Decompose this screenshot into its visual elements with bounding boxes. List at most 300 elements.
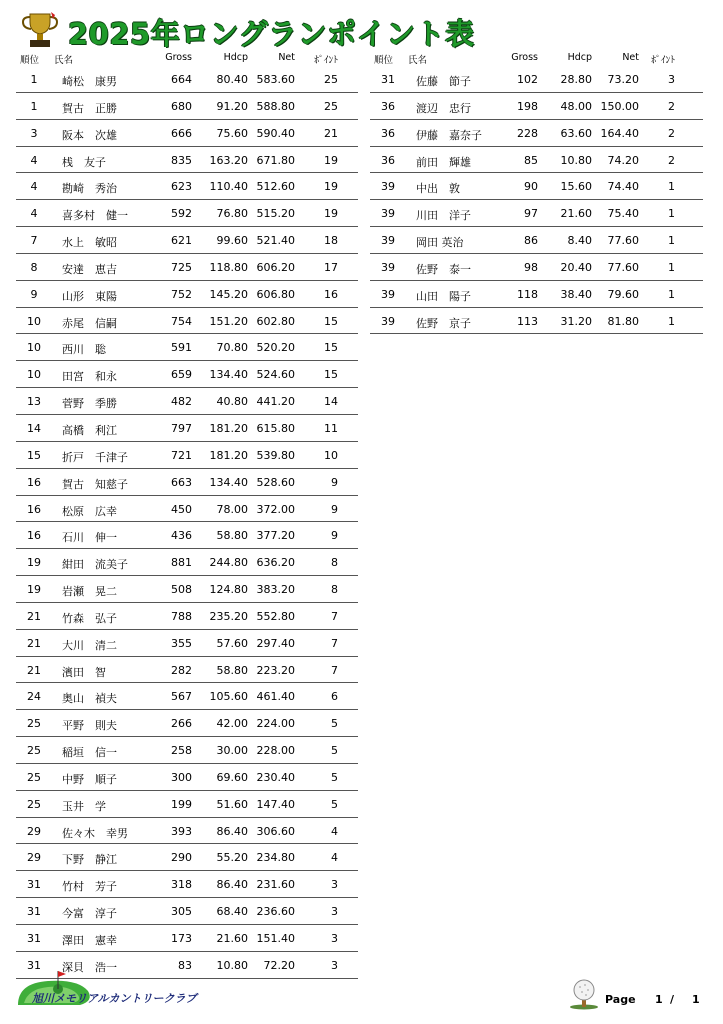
- cell-name: 濱田 智: [62, 665, 106, 679]
- cell-gross: 567: [171, 690, 192, 704]
- table-row: [16, 254, 358, 281]
- cell-gross: 118: [517, 287, 538, 301]
- cell-gross: 680: [171, 99, 192, 113]
- cell-gross: 113: [517, 314, 538, 328]
- cell-rank: 31: [381, 73, 395, 86]
- header-name: 氏名: [54, 55, 74, 66]
- cell-net: 583.60: [256, 73, 295, 86]
- cell-points: 14: [324, 395, 338, 409]
- cell-points: 25: [324, 73, 338, 86]
- cell-rank: 1: [30, 99, 38, 113]
- table-row: [16, 388, 358, 415]
- cell-rank: 39: [381, 260, 395, 274]
- cell-gross: 621: [171, 234, 192, 248]
- cell-name: 中野 順子: [62, 772, 117, 786]
- cell-rank: 31: [27, 878, 41, 892]
- ranking-table-right: [370, 50, 703, 334]
- cell-points: 4: [331, 851, 338, 865]
- cell-gross: 86: [524, 234, 538, 248]
- cell-rank: 13: [27, 395, 41, 409]
- cell-gross: 725: [171, 260, 192, 274]
- cell-rank: 24: [27, 690, 41, 704]
- table-row: [16, 657, 358, 684]
- cell-net: 615.80: [256, 421, 295, 435]
- header-name: 氏名: [408, 55, 428, 66]
- cell-net: 74.40: [607, 180, 639, 194]
- cell-net: 150.00: [600, 99, 639, 113]
- table-row: [16, 764, 358, 791]
- cell-gross: 592: [171, 207, 192, 221]
- table-row: [16, 549, 358, 576]
- cell-points: 7: [331, 663, 338, 677]
- table-row: [370, 308, 703, 335]
- cell-points: 3: [668, 73, 675, 86]
- cell-gross: 305: [171, 905, 192, 919]
- cell-points: 3: [331, 932, 338, 945]
- cell-rank: 39: [381, 180, 395, 194]
- cell-points: 1: [668, 260, 675, 274]
- header-rank: 順位: [20, 55, 40, 66]
- cell-rank: 4: [30, 207, 38, 221]
- cell-name: 安達 恵吉: [62, 262, 117, 276]
- cell-gross: 508: [171, 583, 192, 597]
- cell-name: 賀古 知慈子: [62, 477, 128, 491]
- cell-name: 澤田 憲幸: [62, 934, 117, 947]
- cell-name: 佐藤 節子: [416, 75, 471, 88]
- cell-points: 9: [331, 529, 338, 543]
- cell-net: 606.80: [256, 287, 295, 301]
- cell-points: 5: [331, 717, 338, 731]
- cell-hdcp: 181.20: [209, 448, 248, 462]
- header-gross: Gross: [165, 52, 192, 63]
- cell-name: 山形 東陽: [62, 289, 117, 303]
- table-row: [16, 147, 358, 174]
- cell-rank: 39: [381, 207, 395, 221]
- cell-net: 521.40: [256, 234, 295, 248]
- cell-rank: 31: [27, 932, 41, 945]
- cell-name: 阪本 次雄: [62, 128, 117, 142]
- cell-hdcp: 105.60: [209, 690, 248, 704]
- cell-net: 528.60: [256, 475, 295, 489]
- cell-name: 平野 則夫: [62, 719, 117, 733]
- table-row: [370, 93, 703, 120]
- cell-name: 紺田 流美子: [62, 558, 128, 572]
- cell-name: 玉井 学: [62, 799, 106, 813]
- cell-hdcp: 99.60: [216, 234, 248, 248]
- cell-points: 19: [324, 207, 338, 221]
- cell-gross: 266: [171, 717, 192, 731]
- cell-rank: 36: [381, 153, 395, 167]
- cell-points: 1: [668, 314, 675, 328]
- cell-rank: 39: [381, 314, 395, 328]
- table-row: [370, 173, 703, 200]
- cell-hdcp: 21.60: [216, 932, 248, 945]
- cell-gross: 97: [524, 207, 538, 221]
- cell-points: 19: [324, 180, 338, 194]
- page-title: 2025年ロングランポイント表: [68, 17, 475, 51]
- cell-hdcp: 38.40: [560, 287, 592, 301]
- cell-gross: 83: [178, 958, 192, 972]
- cell-name: 西川 聡: [62, 343, 106, 357]
- cell-name: 前田 輝雄: [416, 155, 471, 169]
- table-row: [16, 93, 358, 120]
- cell-net: 441.20: [256, 395, 295, 409]
- table-row: [16, 66, 358, 93]
- header-net: Net: [622, 52, 639, 63]
- cell-points: 1: [668, 287, 675, 301]
- cell-name: 田宮 和永: [62, 370, 117, 384]
- cell-gross: 450: [171, 502, 192, 516]
- cell-hdcp: 68.40: [216, 905, 248, 919]
- table-row: [16, 683, 358, 710]
- cell-net: 372.00: [256, 502, 295, 516]
- table-row: [16, 737, 358, 764]
- table-body: [370, 66, 703, 334]
- cell-net: 228.00: [256, 744, 295, 758]
- cell-gross: 752: [171, 287, 192, 301]
- cell-net: 79.60: [607, 287, 639, 301]
- cell-name: 賀古 正勝: [62, 101, 117, 115]
- cell-points: 5: [331, 797, 338, 811]
- cell-points: 2: [668, 153, 675, 167]
- cell-gross: 228: [517, 126, 538, 140]
- cell-hdcp: 134.40: [209, 368, 248, 382]
- table-row: [370, 66, 703, 93]
- table-row: [16, 522, 358, 549]
- cell-name: 竹村 芳子: [62, 880, 117, 894]
- cell-hdcp: 58.80: [216, 663, 248, 677]
- table-row: [16, 415, 358, 442]
- cell-name: 高橋 利江: [62, 423, 117, 437]
- cell-points: 3: [331, 958, 338, 972]
- page-total: 1: [692, 993, 700, 1006]
- cell-net: 73.20: [607, 73, 639, 86]
- cell-rank: 7: [30, 234, 38, 248]
- header-hdcp: Hdcp: [223, 52, 248, 63]
- cell-net: 223.20: [256, 663, 295, 677]
- cell-gross: 355: [171, 636, 192, 650]
- cell-gross: 835: [171, 153, 192, 167]
- cell-hdcp: 31.20: [560, 314, 592, 328]
- cell-points: 3: [331, 878, 338, 892]
- cell-rank: 10: [27, 314, 41, 328]
- cell-net: 602.80: [256, 314, 295, 328]
- cell-points: 15: [324, 314, 338, 328]
- cell-net: 164.40: [600, 126, 639, 140]
- cell-rank: 16: [27, 475, 41, 489]
- cell-gross: 290: [171, 851, 192, 865]
- table-row: [16, 308, 358, 335]
- cell-net: 75.40: [607, 207, 639, 221]
- club-name: 旭川メモリアルカントリークラブ: [32, 992, 197, 1005]
- cell-name: 菅野 季勝: [62, 397, 117, 411]
- cell-rank: 36: [381, 126, 395, 140]
- cell-hdcp: 181.20: [209, 421, 248, 435]
- cell-gross: 623: [171, 180, 192, 194]
- cell-name: 岡田 英治: [416, 236, 464, 250]
- cell-hdcp: 10.80: [560, 153, 592, 167]
- table-header: [370, 50, 703, 66]
- cell-hdcp: 30.00: [216, 744, 248, 758]
- cell-name: 赤尾 信嗣: [62, 316, 117, 330]
- cell-hdcp: 21.60: [560, 207, 592, 221]
- cell-net: 590.40: [256, 126, 295, 140]
- cell-hdcp: 145.20: [209, 287, 248, 301]
- cell-net: 539.80: [256, 448, 295, 462]
- cell-gross: 199: [171, 797, 192, 811]
- cell-hdcp: 58.80: [216, 529, 248, 543]
- cell-hdcp: 86.40: [216, 878, 248, 892]
- table-row: [16, 576, 358, 603]
- cell-points: 2: [668, 126, 675, 140]
- cell-gross: 482: [171, 395, 192, 409]
- cell-net: 72.20: [263, 958, 295, 972]
- table-row: [16, 630, 358, 657]
- cell-gross: 788: [171, 609, 192, 623]
- cell-name: 渡辺 忠行: [416, 101, 471, 115]
- cell-net: 77.60: [607, 260, 639, 274]
- cell-name: 稲垣 信一: [62, 746, 117, 760]
- header-rank: 順位: [374, 55, 394, 66]
- cell-rank: 1: [30, 73, 38, 86]
- cell-rank: 3: [30, 126, 38, 140]
- cell-name: 水上 敏昭: [62, 236, 117, 250]
- cell-rank: 25: [27, 770, 41, 784]
- cell-net: 306.60: [256, 824, 295, 838]
- cell-name: 奥山 禎夫: [62, 692, 117, 706]
- cell-name: 佐々木 幸男: [62, 826, 128, 840]
- cell-hdcp: 63.60: [560, 126, 592, 140]
- table-row: [16, 898, 358, 925]
- table-row: [16, 173, 358, 200]
- cell-hdcp: 20.40: [560, 260, 592, 274]
- cell-name: 崎松 康男: [62, 75, 117, 88]
- cell-points: 15: [324, 368, 338, 382]
- cell-gross: 754: [171, 314, 192, 328]
- header-hdcp: Hdcp: [567, 52, 592, 63]
- cell-gross: 318: [171, 878, 192, 892]
- cell-rank: 39: [381, 287, 395, 301]
- cell-hdcp: 91.20: [216, 99, 248, 113]
- cell-points: 9: [331, 475, 338, 489]
- cell-hdcp: 78.00: [216, 502, 248, 516]
- table-row: [16, 469, 358, 496]
- cell-rank: 21: [27, 663, 41, 677]
- cell-hdcp: 118.80: [209, 260, 248, 274]
- header-points: ﾎﾟｲﾝﾄ: [651, 55, 675, 66]
- cell-rank: 19: [27, 556, 41, 570]
- table-row: [16, 603, 358, 630]
- page-label: Page: [605, 993, 636, 1006]
- cell-rank: 15: [27, 448, 41, 462]
- cell-rank: 21: [27, 636, 41, 650]
- table-row: [16, 710, 358, 737]
- cell-name: 川田 洋子: [416, 209, 471, 223]
- table-row: [16, 925, 358, 952]
- cell-gross: 173: [171, 932, 192, 945]
- cell-hdcp: 70.80: [216, 341, 248, 355]
- cell-name: 深貝 浩一: [62, 960, 117, 974]
- cell-points: 1: [668, 234, 675, 248]
- cell-rank: 25: [27, 797, 41, 811]
- cell-gross: 659: [171, 368, 192, 382]
- cell-points: 21: [324, 126, 338, 140]
- table-row: [16, 200, 358, 227]
- cell-rank: 19: [27, 583, 41, 597]
- table-row: [370, 120, 703, 147]
- cell-rank: 39: [381, 234, 395, 248]
- cell-rank: 9: [30, 287, 38, 301]
- ranking-table-left: [16, 50, 358, 979]
- cell-gross: 436: [171, 529, 192, 543]
- cell-points: 2: [668, 99, 675, 113]
- cell-points: 17: [324, 260, 338, 274]
- cell-hdcp: 40.80: [216, 395, 248, 409]
- cell-gross: 591: [171, 341, 192, 355]
- cell-net: 74.20: [607, 153, 639, 167]
- header-points: ﾎﾟｲﾝﾄ: [314, 55, 338, 66]
- cell-gross: 797: [171, 421, 192, 435]
- cell-name: 佐野 京子: [416, 316, 471, 330]
- table-row: [16, 334, 358, 361]
- cell-points: 16: [324, 287, 338, 301]
- cell-gross: 198: [517, 99, 538, 113]
- table-header: [16, 50, 358, 66]
- cell-gross: 102: [517, 73, 538, 86]
- cell-name: 中出 敦: [416, 182, 460, 196]
- cell-rank: 10: [27, 341, 41, 355]
- cell-points: 6: [331, 690, 338, 704]
- cell-points: 19: [324, 153, 338, 167]
- cell-points: 5: [331, 744, 338, 758]
- cell-rank: 25: [27, 744, 41, 758]
- cell-rank: 4: [30, 180, 38, 194]
- cell-name: 勘崎 秀治: [62, 182, 117, 196]
- cell-name: 伊藤 嘉奈子: [416, 128, 482, 142]
- table-row: [16, 442, 358, 469]
- cell-net: 520.20: [256, 341, 295, 355]
- table-row: [16, 871, 358, 898]
- cell-points: 4: [331, 824, 338, 838]
- cell-name: 桟 友子: [62, 155, 106, 169]
- cell-net: 377.20: [256, 529, 295, 543]
- cell-rank: 29: [27, 851, 41, 865]
- cell-hdcp: 55.20: [216, 851, 248, 865]
- cell-net: 515.20: [256, 207, 295, 221]
- cell-rank: 4: [30, 153, 38, 167]
- cell-rank: 36: [381, 99, 395, 113]
- table-row: [370, 227, 703, 254]
- cell-points: 15: [324, 341, 338, 355]
- cell-points: 8: [331, 583, 338, 597]
- table-row: [16, 791, 358, 818]
- table-row: [370, 254, 703, 281]
- golf-ball-icon: [566, 978, 602, 1010]
- cell-points: 18: [324, 234, 338, 248]
- cell-rank: 10: [27, 368, 41, 382]
- table-row: [16, 496, 358, 523]
- cell-hdcp: 42.00: [216, 717, 248, 731]
- cell-gross: 666: [171, 126, 192, 140]
- cell-hdcp: 235.20: [209, 609, 248, 623]
- page-separator: /: [670, 993, 675, 1006]
- cell-hdcp: 124.80: [209, 583, 248, 597]
- cell-rank: 25: [27, 717, 41, 731]
- cell-name: 石川 伸一: [62, 531, 117, 545]
- cell-rank: 31: [27, 958, 41, 972]
- table-row: [16, 361, 358, 388]
- cell-points: 8: [331, 556, 338, 570]
- cell-name: 折戸 千津子: [62, 450, 128, 464]
- cell-net: 671.80: [256, 153, 295, 167]
- table-row: [16, 844, 358, 871]
- table-row: [16, 227, 358, 254]
- cell-hdcp: 28.80: [560, 73, 592, 86]
- cell-gross: 258: [171, 744, 192, 758]
- cell-net: 461.40: [256, 690, 295, 704]
- cell-points: 7: [331, 609, 338, 623]
- cell-gross: 90: [524, 180, 538, 194]
- cell-name: 佐野 泰一: [416, 262, 471, 276]
- cell-points: 9: [331, 502, 338, 516]
- cell-rank: 16: [27, 502, 41, 516]
- cell-hdcp: 75.60: [216, 126, 248, 140]
- cell-net: 606.20: [256, 260, 295, 274]
- table-row: [16, 281, 358, 308]
- cell-gross: 282: [171, 663, 192, 677]
- trophy-icon: [18, 10, 62, 50]
- cell-net: 236.60: [256, 905, 295, 919]
- cell-rank: 31: [27, 905, 41, 919]
- cell-net: 512.60: [256, 180, 295, 194]
- cell-name: 松原 広幸: [62, 504, 117, 518]
- cell-points: 3: [331, 905, 338, 919]
- cell-points: 10: [324, 448, 338, 462]
- table-row: [370, 281, 703, 308]
- cell-points: 1: [668, 207, 675, 221]
- cell-rank: 21: [27, 609, 41, 623]
- cell-hdcp: 86.40: [216, 824, 248, 838]
- cell-hdcp: 69.60: [216, 770, 248, 784]
- cell-name: 岩瀬 晃二: [62, 585, 117, 599]
- header-net: Net: [278, 52, 295, 63]
- cell-name: 山田 陽子: [416, 289, 471, 303]
- cell-net: 81.80: [607, 314, 639, 328]
- cell-points: 25: [324, 99, 338, 113]
- cell-hdcp: 10.80: [216, 958, 248, 972]
- page-current: 1: [655, 993, 663, 1006]
- cell-net: 151.40: [256, 932, 295, 945]
- cell-hdcp: 48.00: [560, 99, 592, 113]
- cell-net: 234.80: [256, 851, 295, 865]
- cell-net: 297.40: [256, 636, 295, 650]
- table-row: [370, 147, 703, 174]
- cell-points: 1: [668, 180, 675, 194]
- cell-net: 231.60: [256, 878, 295, 892]
- table-row: [16, 120, 358, 147]
- cell-net: 224.00: [256, 717, 295, 731]
- cell-net: 383.20: [256, 583, 295, 597]
- cell-points: 7: [331, 636, 338, 650]
- cell-rank: 8: [30, 260, 38, 274]
- cell-net: 588.80: [256, 99, 295, 113]
- cell-points: 11: [324, 421, 338, 435]
- cell-hdcp: 151.20: [209, 314, 248, 328]
- cell-gross: 721: [171, 448, 192, 462]
- cell-gross: 98: [524, 260, 538, 274]
- cell-name: 大川 清二: [62, 638, 117, 652]
- cell-hdcp: 8.40: [567, 234, 592, 248]
